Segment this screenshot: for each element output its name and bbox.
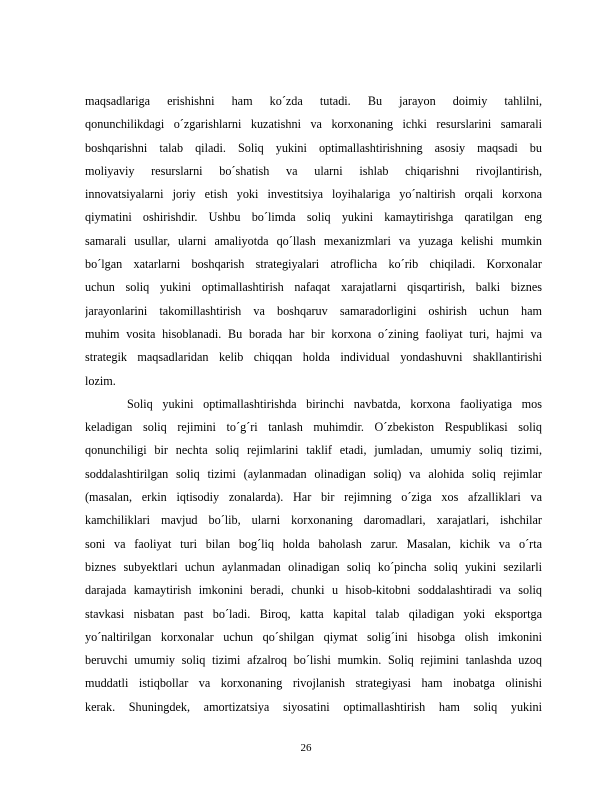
text-line: moliyaviy resurslarni bo´shatish va ularni ishlab chiqarishni rivojlantirish, <box>85 163 542 178</box>
text-line: keladigan soliq rejimini to´g´ri tanlash muhimdir. O´zbekiston Respublikasi soliq <box>85 420 542 435</box>
text-line: soni va faoliyat turi bilan bog´liq holda baholash zarur. Masalan, kichik va o´rta <box>85 536 542 551</box>
text-line: jarayonlarini takomillashtirish va boshqaruv samaradorligini oshirish uchun ham <box>85 303 542 318</box>
text-line: muddatli istiqbollar va korxonaning rivojlanish strategiyasi ham inobatga olinishi <box>85 676 542 691</box>
text-line: strategik maqsadlaridan kelib chiqqan holda individual yondashuvni shakllantirishi <box>85 350 542 365</box>
text-line: qonunchiligi bir nechta soliq rejimlarini taklif etadi, jumladan, umumiy soliq tizimi, <box>85 443 542 458</box>
paragraph-1 <box>85 90 542 393</box>
text-line: qiymatini oshirishdir. Ushbu bo´limda soliq yukini kamaytirishga qaratilgan eng <box>85 210 542 225</box>
text-line: soddalashtirilgan soliq tizimi (aylanmadan olinadigan soliq) va alohida soliq rejimlar <box>85 466 542 481</box>
text-line: biznes subyektlari uchun aylanmadan olinadigan soliq ko´pincha soliq yukini sezilarli <box>85 559 542 574</box>
text-line: muhim vosita hisoblanadi. Bu borada har bir korxona o´zining faoliyat turi, hajmi va <box>85 326 542 341</box>
paragraph-2 <box>85 393 542 719</box>
text-line: stavkasi nisbatan past bo´ladi. Biroq, katta kapital talab qiladigan yoki eksportga <box>85 606 542 621</box>
document-page <box>85 90 542 719</box>
text-line: (masalan, erkin iqtisodiy zonalarda). Har bir rejimning o´ziga xos afzalliklari va <box>85 490 542 505</box>
text-line: darajada kamaytirish imkonini beradi, chunki u hisob-kitobni soddalashtiradi va soliq <box>85 583 542 598</box>
text-line: qonunchilikdagi o´zgarishlarni kuzatishni va korxonaning ichki resurslarini samarali <box>85 117 542 132</box>
text-line: yo´naltirilgan korxonalar uchun qo´shilgan qiymat solig´ini hisobga olish imkonini <box>85 629 542 644</box>
text-line: boshqarishni talab qiladi. Soliq yukini optimallashtirishning asosiy maqsadi bu <box>85 140 542 155</box>
text-line: kerak. Shuningdek, amortizatsiya siyosatini optimallashtirish ham soliq yukini <box>85 699 542 714</box>
text-line: bo´lgan xatarlarni boshqarish strategiyalari atroflicha ko´rib chiqiladi. Korxonalar <box>85 257 542 272</box>
text-line: samarali usullar, ularni amaliyotda qo´llash mexanizmlari va yuzaga kelishi mumkin <box>85 233 542 248</box>
text-line: uchun soliq yukini optimallashtirish nafaqat xarajatlarni qisqartirish, balki biznes <box>85 280 542 295</box>
text-line: innovatsiyalarni joriy etish yoki investitsiya loyihalariga yo´naltirish orqali korxona <box>85 187 542 202</box>
text-line: Soliq yukini optimallashtirishda birinchi navbatda, korxona faoliyatiga mos <box>127 396 542 411</box>
text-line: beruvchi umumiy soliq tizimi afzalroq bo´lishi mumkin. Soliq rejimini tanlashda uzoq <box>85 653 542 668</box>
text-line: kamchiliklari mavjud bo´lib, ularni korxonaning daromadlari, xarajatlari, ishchilar <box>85 513 542 528</box>
text-line: maqsadlariga erishishni ham ko´zda tutadi. Bu jarayon doimiy tahlilni, <box>85 94 542 108</box>
text-line: lozim. <box>85 373 116 388</box>
page-number: 26 <box>300 742 312 754</box>
